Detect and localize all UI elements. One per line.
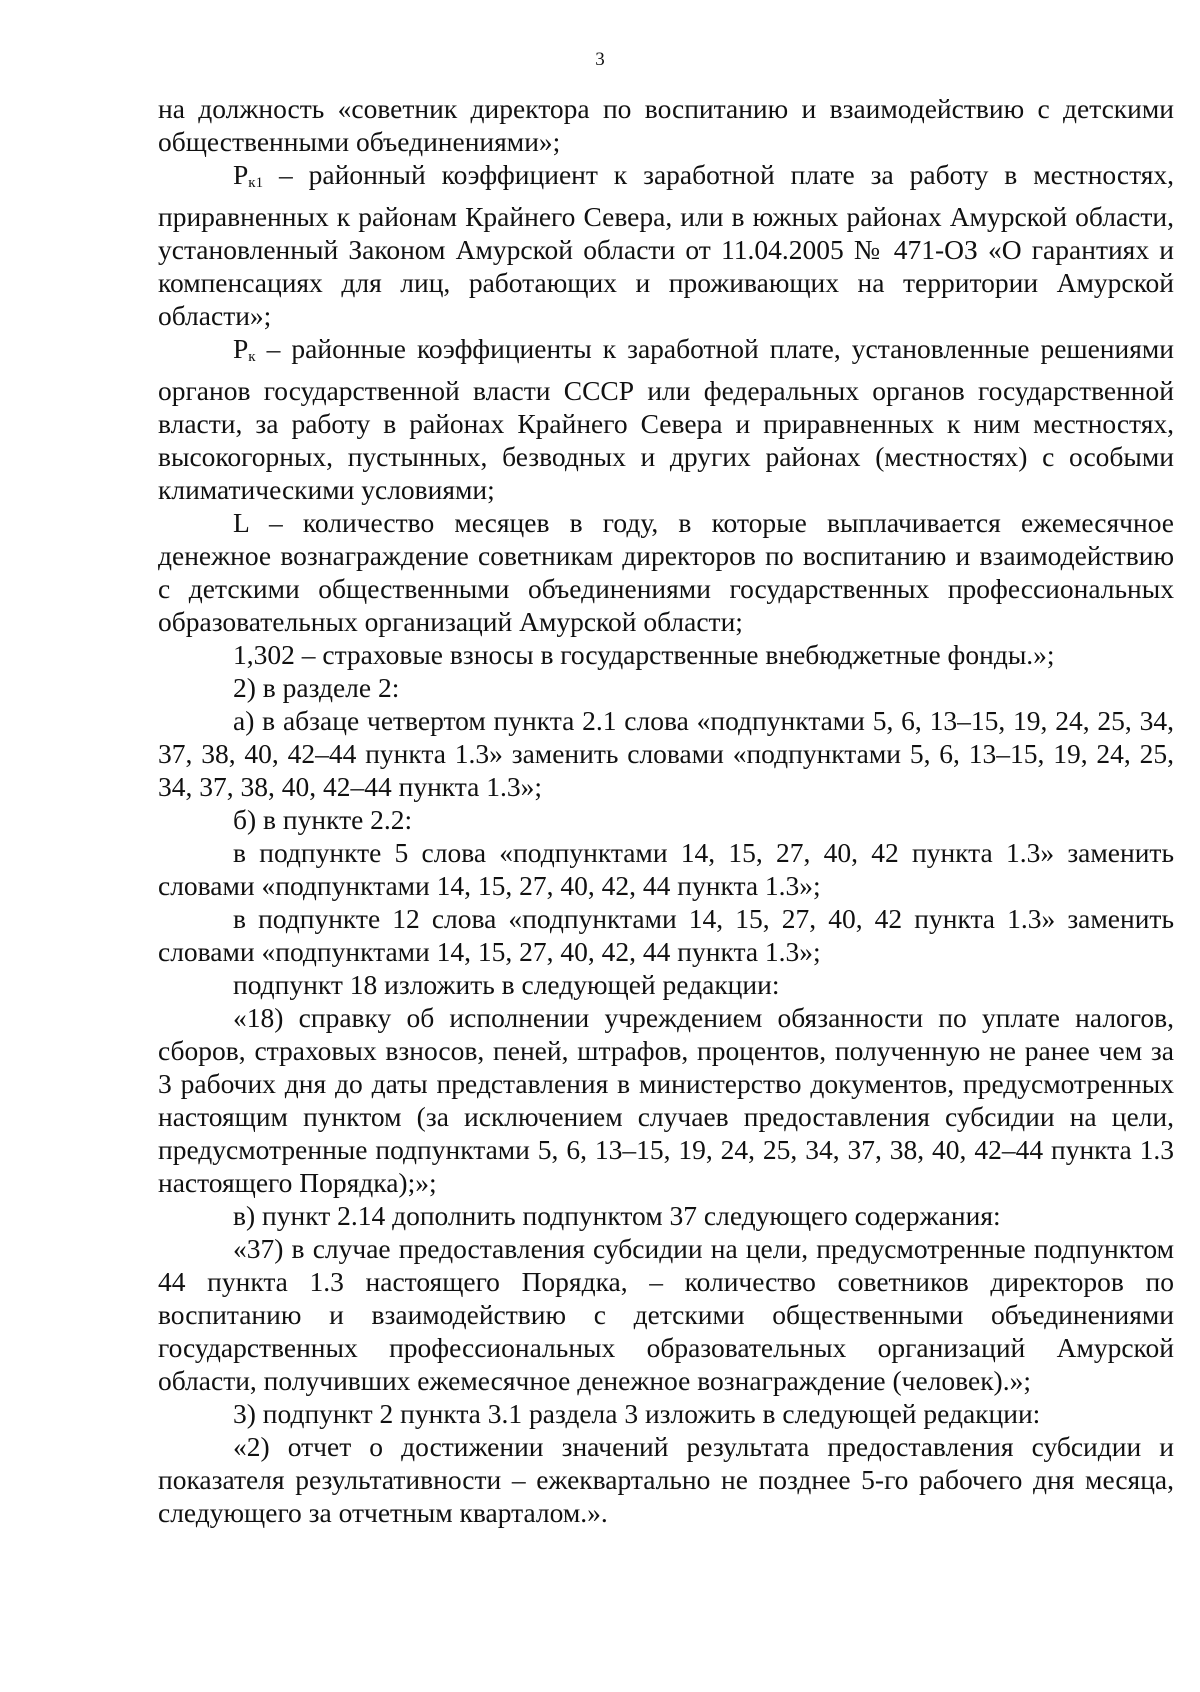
paragraph-section-3: 3) подпункт 2 пункта 3.1 раздела 3 изложить в следующей редакции:: [233, 1398, 1041, 1429]
paragraph-rk-definition: [158, 332, 1174, 506]
formula-symbol-rk: [233, 333, 256, 364]
symbol-subscript: к1: [248, 175, 264, 191]
symbol-letter: Р: [233, 333, 249, 364]
paragraph-item-v: в) пункт 2.14 дополнить подпунктом 37 следующего содержания:: [233, 1200, 1001, 1231]
symbol-letter: Р: [233, 159, 249, 190]
definition-text: – районный коэффициент к заработной плате за работу в местностях, приравненных к районам Крайнего Севера, или в южных районах Амурской области, установленный Законом Амурской области от 11.04.2005 № 471-ОЗ «О гарантиях и компенсациях для лиц, работающих и проживающих на территории Амурской области»;: [158, 159, 1174, 331]
formula-symbol-rk1: [233, 159, 263, 190]
paragraph-report-text: «2) отчет о достижении значений результата предоставления субсидии и показателя результативности – ежеквартально не позднее 5-го рабочего дня месяца, следующего за отчетным кварталом.».: [158, 1431, 1174, 1528]
paragraph-subitem-37-text: «37) в случае предоставления субсидии на цели, предусмотренные подпунктом 44 пункта 1.3 настоящего Порядка, – количество советников директоров по воспитанию и взаимодействию с детскими общественными объединениями государственных профессиональных образовательных организаций Амурской области, получивших ежемесячное денежное вознаграждение (человек).»;: [158, 1233, 1174, 1396]
paragraph-subitem-18-intro: подпункт 18 изложить в следующей редакции:: [233, 969, 780, 1000]
paragraph-rk1-definition: [158, 158, 1174, 332]
paragraph-subitem-5: в подпункте 5 слова «подпунктами 14, 15, 27, 40, 42 пункта 1.3» заменить словами «подпунктами 14, 15, 27, 40, 42, 44 пункта 1.3»;: [158, 837, 1174, 901]
paragraph-insurance-coefficient: 1,302 – страховые взносы в государственные внебюджетные фонды.»;: [233, 639, 1055, 670]
paragraph-l-definition: L – количество месяцев в году, в которые выплачивается ежемесячное денежное вознаграждение советникам директоров по воспитанию и взаимодействию с детскими общественными объединениями государственных профессиональных образовательных организаций Амурской области;: [158, 507, 1174, 637]
paragraph-subitem-12: в подпункте 12 слова «подпунктами 14, 15, 27, 40, 42 пункта 1.3» заменить словами «подпунктами 14, 15, 27, 40, 42, 44 пункта 1.3»;: [158, 903, 1174, 967]
paragraph-section-2: 2) в разделе 2:: [233, 672, 400, 703]
paragraph-subitem-18-text: «18) справку об исполнении учреждением обязанности по уплате налогов, сборов, страховых взносов, пеней, штрафов, процентов, полученную не ранее чем за 3 рабочих дня до даты представления в министерство документов, предусмотренных настоящим пунктом (за исключением случаев предоставления субсидии на цели, предусмотренные подпунктами 5, 6, 13–15, 19, 24, 25, 34, 37, 38, 40, 42–44 пункта 1.3 настоящего Порядка);»;: [158, 1002, 1174, 1198]
page-number: 3: [595, 49, 605, 70]
symbol-subscript: к: [248, 349, 256, 365]
paragraph-position-title: на должность «советник директора по воспитанию и взаимодействию с детскими общественными объединениями»;: [158, 93, 1174, 157]
document-body: [158, 92, 1174, 1529]
paragraph-item-a: а) в абзаце четвертом пункта 2.1 слова «подпунктами 5, 6, 13–15, 19, 24, 25, 34, 37, 38, 40, 42–44 пункта 1.3» заменить словами «подпунктами 5, 6, 13–15, 19, 24, 25, 34, 37, 38, 40, 42–44 пункта 1.3»;: [158, 705, 1174, 802]
definition-text: – районные коэффициенты к заработной плате, установленные решениями органов государственной власти СССР или федеральных органов государственной власти, за работу в районах Крайнего Севера и приравненных к ним местностях, высокогорных, пустынных, безводных и других районах (местностях) с особыми климатическими условиями;: [158, 333, 1174, 505]
paragraph-item-b: б) в пункте 2.2:: [233, 804, 413, 835]
